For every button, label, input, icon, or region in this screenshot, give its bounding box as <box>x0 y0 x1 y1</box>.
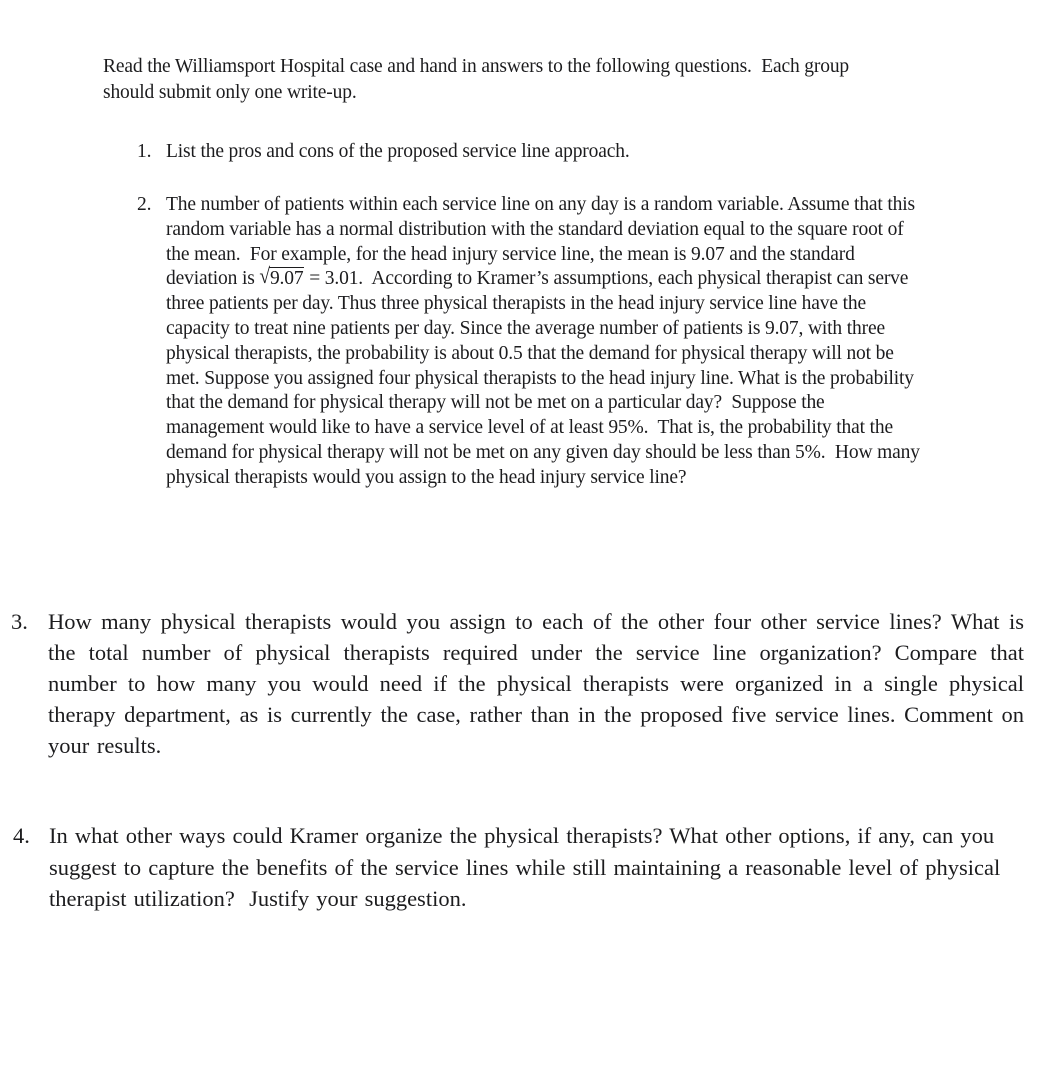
intro-paragraph: Read the Williamsport Hospital case and hand in answers to the following questions. Each group should submit only one write-up. <box>103 56 854 103</box>
question-4-text: In what other ways could Kramer organize the physical therapists? What other options, if any, can you suggest to capture the benefits of the service lines while still maintaining a reasonable level of physical therapist utilization? Justify your suggestion. <box>49 823 1008 911</box>
radical-sign-icon: √ <box>259 265 270 290</box>
question-2-text-after-sqrt: = 3.01. According to Kramer’s assumptions, each physical therapist can serve three patients per day. Thus three physical therapists in the head injury service line have the capacity to treat nine patients per day. Since the average number of patients is 9.07, with three physical therapists, the probability is about 0.5 that the demand for physical therapy will not be met. Suppose you assigned four physical therapists to the head injury line. What is the probability that the demand for physical therapy will not be met on a particular day? Suppose the management would like to have a service level of at least 95%. That is, the probability that the demand for physical therapy will not be met on any given day should be less than 5%. How many physical therapists would you assign to the head injury service line? <box>166 268 925 488</box>
question-1-text: List the pros and cons of the proposed service line approach. <box>166 141 630 162</box>
question-2-text-before-sqrt: The number of patients within each service line on any day is a random variable. Assume that this random variable has a normal distribution with the standard deviation equal to the square root of the mean. For example, for the head injury service line, the mean is 9.07 and the standard deviation is <box>166 194 920 290</box>
question-1 <box>137 139 907 165</box>
question-2-text <box>166 193 923 491</box>
sqrt-expression <box>259 265 304 290</box>
question-3-number: 3. <box>11 609 28 634</box>
sqrt-radicand: 9.07 <box>269 268 304 290</box>
question-3-text: How many physical therapists would you assign to each of the other four other service lines? What is the total number of physical therapists required under the service line organization? Compare that number to how many you would need if the physical therapists were organized in a single physical therapy department, as is currently the case, rather than in the proposed five service lines. Comment on your results. <box>48 609 1024 758</box>
question-4 <box>13 820 1008 915</box>
question-3 <box>11 606 1024 761</box>
question-2 <box>137 193 923 491</box>
question-4-number: 4. <box>13 823 30 848</box>
question-2-number: 2. <box>137 194 152 215</box>
question-1-number: 1. <box>137 141 152 162</box>
